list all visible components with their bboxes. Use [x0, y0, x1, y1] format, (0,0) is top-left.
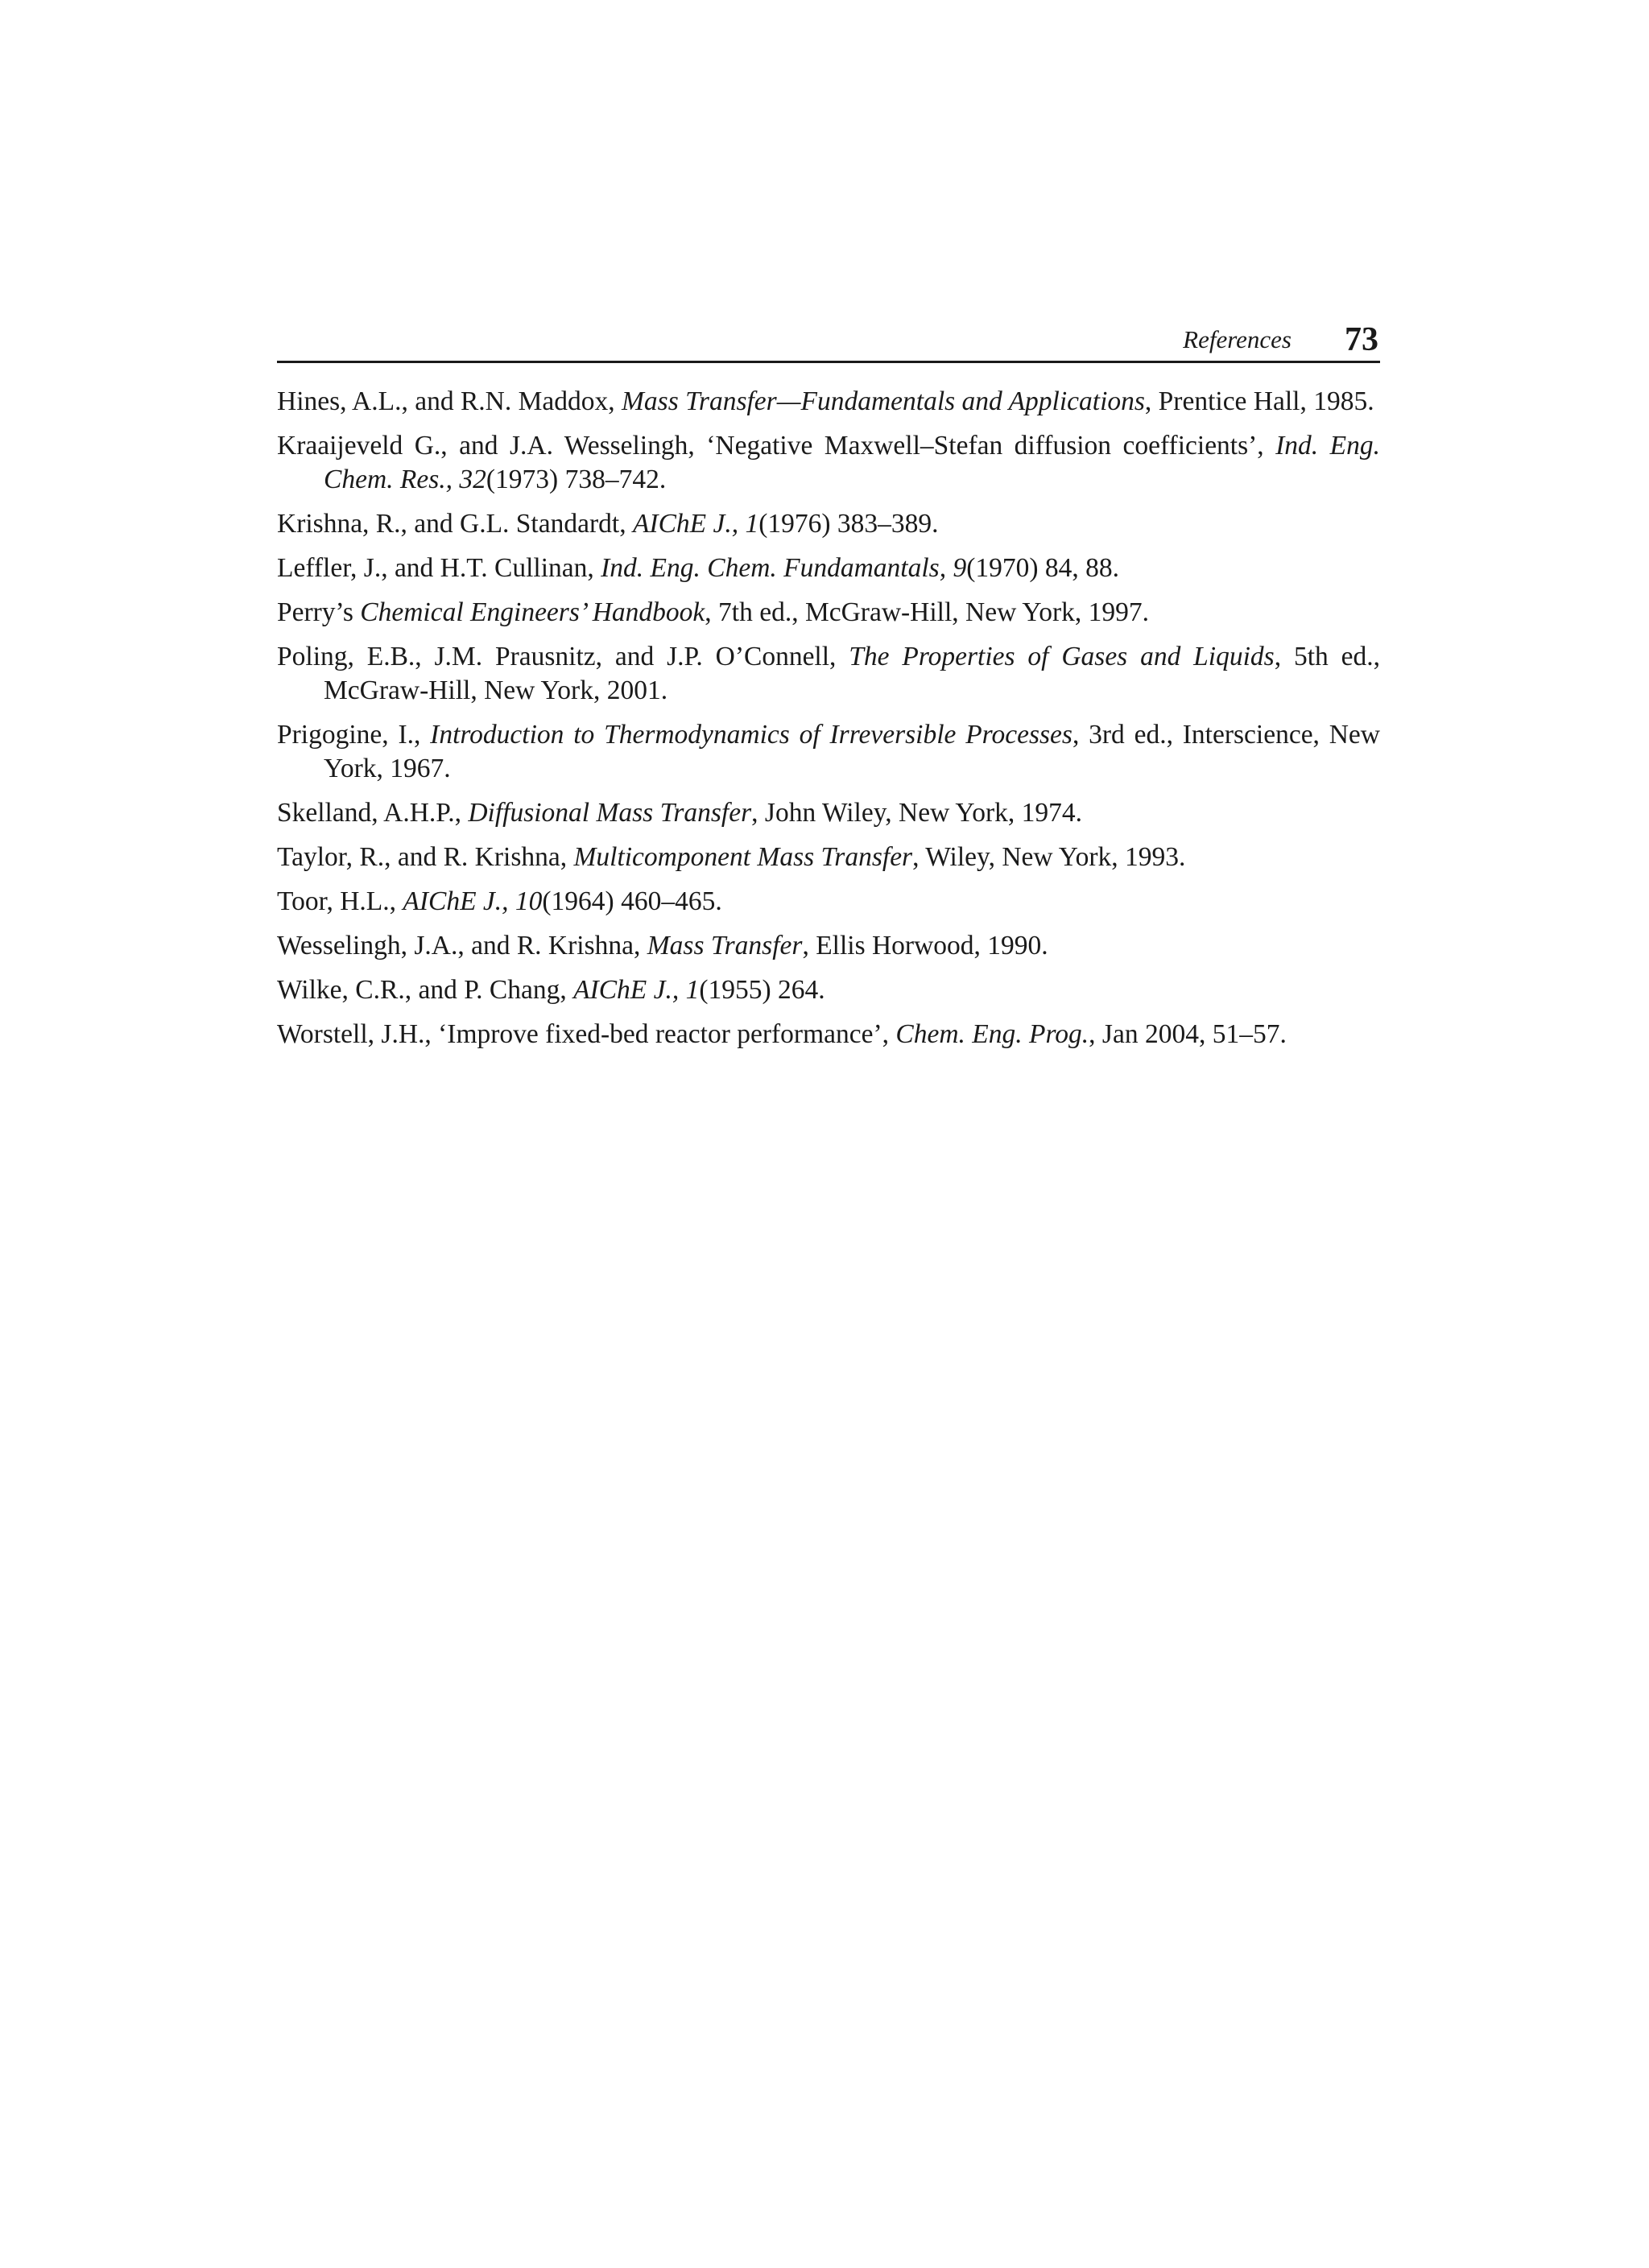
reference-item [277, 718, 1380, 786]
reference-text: Wesselingh, J.A., and R. Krishna, [277, 931, 647, 960]
reference-details: (1973) 738–742. [486, 465, 667, 494]
reference-title: Introduction to Thermodynamics of Irreversible Processes [430, 720, 1072, 750]
reference-text: Toor, H.L., [277, 886, 403, 916]
reference-text: Leffler, J., and H.T. Cullinan, [277, 553, 601, 583]
reference-item [277, 841, 1380, 874]
reference-title: The Properties of Gases and Liquids [849, 642, 1275, 671]
reference-item [277, 796, 1380, 830]
reference-text: Taylor, R., and R. Krishna, [277, 842, 574, 872]
reference-text: Kraaijeveld G., and J.A. Wesselingh, ‘Negative Maxwell–Stefan diffusion coefficients’, [277, 431, 1276, 461]
reference-title: Ind. Eng. Chem. Fundamantals, 9 [601, 553, 967, 583]
reference-title: AIChE J., 1 [573, 975, 700, 1005]
reference-item [277, 507, 1380, 541]
reference-text: Hines, A.L., and R.N. Maddox, [277, 386, 622, 416]
running-head: References [1183, 325, 1292, 353]
reference-details: (1955) 264. [699, 975, 825, 1005]
reference-item [277, 973, 1380, 1007]
reference-title: Ind. Eng. Chem. Res., 32 [324, 431, 1380, 494]
reference-details: , 3rd ed., Interscience, New York, 1967. [324, 720, 1380, 783]
reference-details: , Jan 2004, 51–57. [1089, 1019, 1287, 1049]
reference-title: Mass Transfer [647, 931, 803, 960]
reference-details: (1976) 383–389. [758, 509, 939, 539]
reference-title: Diffusional Mass Transfer [468, 798, 752, 828]
reference-title: AIChE J., 10 [403, 886, 543, 916]
reference-details: , Prentice Hall, 1985. [1144, 386, 1374, 416]
reference-item [277, 885, 1380, 919]
reference-title: Mass Transfer—Fundamentals and Applications [622, 386, 1145, 416]
reference-text: Krishna, R., and G.L. Standardt, [277, 509, 633, 539]
reference-text: Skelland, A.H.P., [277, 798, 469, 828]
reference-text: Perry’s [277, 597, 361, 627]
reference-details: , 5th ed., McGraw-Hill, New York, 2001. [324, 642, 1380, 705]
reference-title: Chemical Engineers’ Handbook [360, 597, 705, 627]
reference-list [277, 385, 1380, 1062]
reference-text: Wilke, C.R., and P. Chang, [277, 975, 574, 1005]
page-header [277, 316, 1380, 363]
reference-item [277, 552, 1380, 585]
reference-item [277, 429, 1380, 497]
reference-text: Poling, E.B., J.M. Prausnitz, and J.P. O’Connell, [277, 642, 849, 671]
reference-item [277, 929, 1380, 963]
reference-title: Chem. Eng. Prog. [895, 1019, 1089, 1049]
reference-text: Prigogine, I., [277, 720, 431, 750]
reference-item [277, 596, 1380, 630]
reference-title: Multicomponent Mass Transfer [573, 842, 913, 872]
reference-item [277, 1018, 1380, 1051]
reference-text: Worstell, J.H., ‘Improve fixed-bed reactor performance’, [277, 1019, 896, 1049]
reference-item [277, 385, 1380, 419]
page-number: 73 [1345, 321, 1378, 358]
reference-details: (1964) 460–465. [542, 886, 722, 916]
reference-details: , Ellis Horwood, 1990. [802, 931, 1048, 960]
reference-details: , Wiley, New York, 1993. [912, 842, 1186, 872]
reference-details: , John Wiley, New York, 1974. [751, 798, 1083, 828]
reference-details: , 7th ed., McGraw-Hill, New York, 1997. [705, 597, 1150, 627]
reference-title: AIChE J., 1 [632, 509, 759, 539]
reference-item [277, 640, 1380, 708]
reference-details: (1970) 84, 88. [966, 553, 1120, 583]
